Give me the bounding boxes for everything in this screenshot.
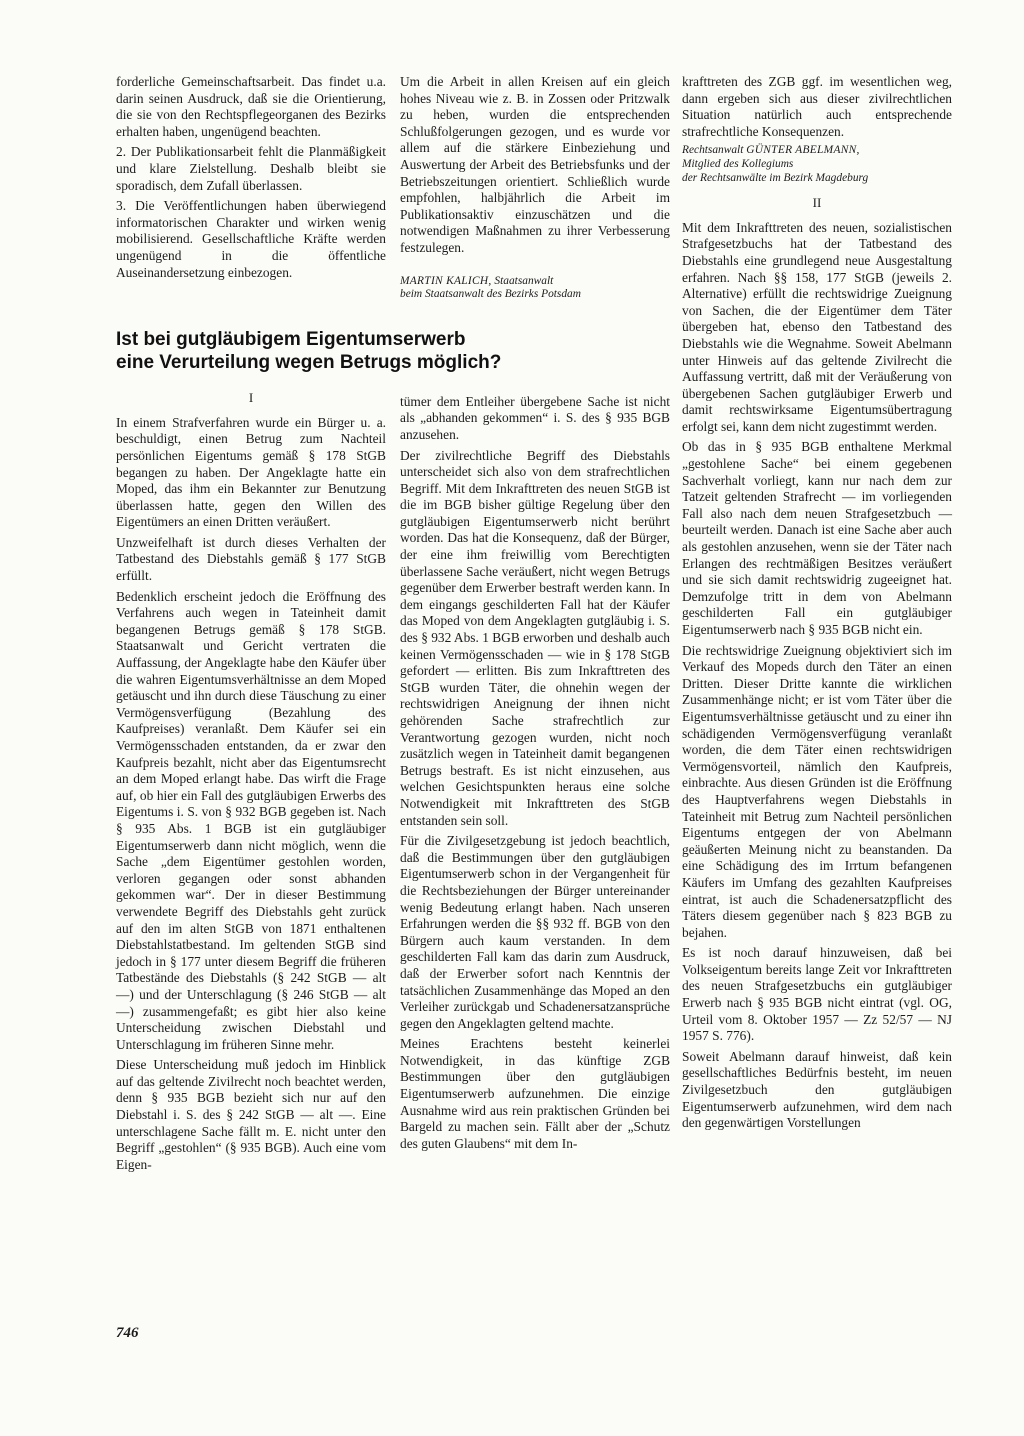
author-membership: Mitglied des Kollegiums [682, 157, 794, 170]
author-affiliation: beim Staatsanwalt des Bezirks Potsdam [400, 288, 581, 301]
article-paragraph: Für die Zivilgesetzgebung ist jedoch beachtlich, daß die Bestimmungen über den gutgläubigen Eigentumserwerb schon in der Vergangenheit für die Rechtsbeziehungen der Bürger untereinander wenig Bedeutung erlangt haben. Nach unseren Erfahrungen werden die §§ 932 ff. BGB von den Bürgern auch kaum verstanden. In dem geschilderten Fall kam das darin zum Ausdruck, daß der Erwerber sofort nach Kenntnis der tatsächlichen Zusammenhänge das Moped an den Verleiher zurückgab und Schadenersatzansprüche gegen den Angeklagten geltend machte. [400, 833, 670, 1031]
article-paragraph: tümer dem Entleiher übergebene Sache ist nicht als „abhanden gekommen“ i. S. des § 935 BGB anzusehen. [400, 393, 670, 442]
section-heading-i: I [248, 390, 254, 406]
section-heading-ii: II [812, 195, 822, 211]
prev-article-signature [400, 275, 670, 302]
author-name: GÜNTER ABELMANN, [746, 144, 860, 157]
article-paragraph: Diese Unterscheidung muß jedoch im Hinblick auf das geltende Zivilrecht noch beachtet werden, denn § 935 BGB bezieht sich nur auf den Diebstahl i. S. des § 242 StGB — alt —. Eine unterschlagene Sache fällt m. E. nicht unter den Begriff „gestohlen“ (§ 935 BGB). Auch eine vom Eigen- [116, 1057, 386, 1172]
headline-line: eine Verurteilung wegen Betrugs möglich? [116, 352, 502, 373]
article-paragraph: In einem Strafverfahren wurde ein Bürger u. a. beschuldigt, einen Betrug zum Nachteil persönlichen Eigentums gemäß § 178 StGB begangen zu haben. Der Angeklagte hatte ein Moped, das ihm ein Bekannter zur Benutzung überlassen hatte, gegen den Willen des Eigentümers an einen Dritten veräußert. [116, 414, 386, 530]
author-prefix: Rechtsanwalt [682, 144, 744, 157]
author-affiliation: der Rechtsanwälte im Bezirk Magdeburg [682, 171, 869, 184]
article-paragraph: Bedenklich erscheint jedoch die Eröffnung des Verfahrens auch wegen in Tateinheit damit begangenen Betrugs gemäß § 178 StGB. Staatsanwalt und Gericht vertraten die Auffassung, der Angeklagte habe den Käufer über die wahren Eigentumsverhältnisse an dem Moped getäuscht und ihn durch diese Täuschung zu einer Vermögensverfügung (Bezahlung des Kaufpreises) veranlaßt. Dem Käufer sei ein Vermögensschaden entstanden, da er zwar den Kaufpreis bezahlt, nicht aber das Eigentumsrecht an dem Moped erlangt habe. Das wirft die Frage auf, ob hier ein Fall des gutgläubigen Erwerbs des Eigentums i. S. von § 932 BGB gegeben ist. Nach § 935 Abs. 1 BGB ist ein gutgläubiger Eigentumserwerb dann nicht möglich, wenn die Sache „dem Eigentümer gestohlen worden, verloren gegangen oder sonst abhanden gekommen war“. Der in dieser Bestimmung verwendete Begriff des Diebstahls geht zurück auf den im alten StGB von 1871 enthaltenen Diebstahlstatbestand. Im geltenden StGB sind jedoch in § 177 unter diesem Begriff die früheren Tatbestände des Diebstahls (§ 242 StGB — alt —) und der Unterschlagung (§ 246 StGB — alt —) zusammengefaßt; es gibt hier also keine Unterscheidung zwischen Diebstahl und Unterschlagung im früheren Sinne mehr. [116, 588, 386, 1052]
page-number: 746 [116, 1325, 139, 1341]
article-headline [116, 328, 636, 374]
author-role: Staatsanwalt [494, 274, 554, 287]
article-paragraph: krafttreten des ZGB ggf. im wesentlichen weg, dann ergeben sich aus dieser zivilrechtlichen Situation natürlich auch entsprechende strafrechtliche Konsequenzen. [682, 74, 952, 139]
article-paragraph: Mit dem Inkrafttreten des neuen, sozialistischen Strafgesetzbuchs hat der Tatbestand des Diebstahls eine grundlegend neue Ausgestaltung erfahren. Nach §§ 158, 177 StGB (jeweils 2. Alternative) erfüllt die rechtswidrige Zueignung von Sachen, die der Eigentümer dem Täter übergeben hat, ebenso den Tatbestand des Diebstahls wie die Wegnahme. Soweit Abelmann unter Hinweis auf das geltende Zivilrecht die Auffassung vertritt, daß mit der Veräußerung von übergebenen Sachen gutgläubiger Erwerb und damit rechtswirksame Eigentumsübertragung erfolgt sei, kann dem nicht zugestimmt werden. [682, 219, 952, 434]
author-signature [682, 144, 952, 185]
prev-article-paragraph: 3. Die Veröffentlichungen haben überwiegend informatorischen Charakter und wirken wenig mobilisierend. Gesellschaftliche Kräfte werden ungenügend in die öffentliche Auseinandersetzung einbezogen. [116, 198, 386, 280]
article-paragraph: Der zivilrechtliche Begriff des Diebstahls unterscheidet sich also von dem strafrechtlichen Begriff. Mit dem Inkrafttreten des neuen StGB ist die im BGB bisher gültige Regelung über den gutgläubigen Eigentumserwerb nicht berührt worden. Das hat die Konsequenz, daß der Bürger, der eine ihm freiwillig vom Berechtigten überlassene Sache veräußert, nicht wegen Betrugs gegenüber dem Erwerber bestraft werden kann. In dem eingangs geschilderten Fall hat der Käufer das Moped von dem Angeklagten gutgläubig i. S. des § 932 Abs. 1 BGB erworben und deshalb auch keinen Vermögensschaden — wie in § 178 StGB gefordert — erlitten. Bis zum Inkrafttreten des StGB wurden Täter, die ohnehin wegen der rechtswidrigen Aneignung der ihnen nicht gehörenden Sache strafrechtlich zur Verantwortung gezogen wurden, nicht noch zusätzlich wegen in Tateinheit damit begangenen Betrugs bestraft. Es ist nicht einzusehen, aus welchen Gesichtspunkten heraus eine solche Notwendigkeit mit Inkrafttreten des StGB entstanden sein soll. [400, 447, 671, 828]
column-left [116, 74, 386, 1177]
column-right [682, 74, 952, 1136]
author-name: MARTIN KALICH, [400, 274, 492, 287]
prev-article-paragraph: forderliche Gemeinschaftsarbeit. Das findet u.a. darin seinen Ausdruck, daß sie die Orientierung, die sie von den Rechtspflegeorganen des Bezirks erhalten haben, ungenügend beachten. [116, 74, 386, 139]
article-paragraph: Die rechtswidrige Zueignung objektiviert sich im Verkauf des Mopeds durch den Täter an einen Dritten. Dieser Dritte kannte die wirklichen Zusammenhänge nicht; er ist vom Täter über die Eigentumsverhältnisse getäuscht und zu einer ihn schädigenden Vermögensverfügung veranlaßt worden, die dem Täter einen rechtswidrigen Vermögensvorteil, nämlich den Kaufpreis, einbrachte. Aus diesen Gründen ist die Eröffnung des Hauptverfahrens wegen Diebstahls in Tateinheit mit Betrug zum Nachteil persönlichen Eigentums entgegen der von Abelmann geäußerten Meinung nicht zu beanstanden. Da eine Schädigung des im Irrtum befangenen Käufers im Umfang des gezahlten Kaufpreises eintrat, ist auch die Schadenersatzpflicht des Täters diesem gegenüber nach § 823 BGB zu bejahen. [682, 642, 952, 940]
article-paragraph: Unzweifelhaft ist durch dieses Verhalten der Tatbestand des Diebstahls gemäß § 177 StGB erfüllt. [116, 534, 386, 584]
article-paragraph: Ob das in § 935 BGB enthaltene Merkmal „gestohlene Sache“ bei einem gegebenen Sachverhalt vorliegt, kann nur nach dem zur Tatzeit geltenden Strafrecht — im vorliegenden Fall also nach dem neuen Strafgesetzbuch — beurteilt werden. Danach ist eine Sache aber auch als gestohlen anzusehen, wenn sie der Täter nach Erlangen des rechtmäßigen Besitzes veräußert und sie sich damit rechtswidrig zugeeignet hat. Demzufolge tritt in dem von Abelmann geschilderten Fall ein gutgläubiger Eigentumserwerb nach § 935 BGB nicht ein. [682, 439, 952, 637]
article-paragraph: Meines Erachtens besteht keinerlei Notwendigkeit, in das künftige ZGB Bestimmungen über den gutgläubigen Eigentumserwerb aufzunehmen. Die einzige Ausnahme wird aus rein praktischen Gründen bei Bargeld zu machen sein. Fällt aber der „Schutz des guten Glaubens“ mit dem In- [400, 1036, 670, 1151]
prev-article-paragraph: Um die Arbeit in allen Kreisen auf ein gleich hohes Niveau wie z. B. in Zossen oder Pritzwalk zu heben, wurden die entsprechenden Schlußfolgerungen gezogen, und es wurde vor allem auf die stärkere Einbeziehung und Auswertung der Arbeit des Betriebsfunks und der Betriebszeitungen orientiert. Schließlich wurde empfohlen, halbjährlich die Arbeit im Publikationsaktiv einzuschätzen und die notwendigen Maßnahmen zu ihrer Verbesserung festzulegen. [400, 74, 670, 255]
prev-article-paragraph: 2. Der Publikationsarbeit fehlt die Planmäßigkeit und klare Zielstellung. Deshalb bleibt sie sporadisch, dem Zufall überlassen. [116, 144, 386, 193]
article-paragraph: Soweit Abelmann darauf hinweist, daß kein gesellschaftliches Bedürfnis besteht, im neuen Zivilgesetzbuch den gutgläubigen Eigentumserwerb aufzunehmen, wird dem nach den gegenwärtigen Vorstellungen [682, 1048, 952, 1131]
headline-line: Ist bei gutgläubigem Eigentumserwerb [116, 329, 466, 350]
article-paragraph: Es ist noch darauf hinzuweisen, daß bei Volkseigentum bereits lange Zeit vor Inkrafttreten des neuen Strafgesetzbuchs ein gutgläubiger Erwerb nach § 935 BGB nicht eintrat (vgl. OG, Urteil vom 8. Oktober 1957 — Zz 52/57 — NJ 1957 S. 776). [682, 945, 952, 1044]
column-middle [400, 74, 670, 1156]
